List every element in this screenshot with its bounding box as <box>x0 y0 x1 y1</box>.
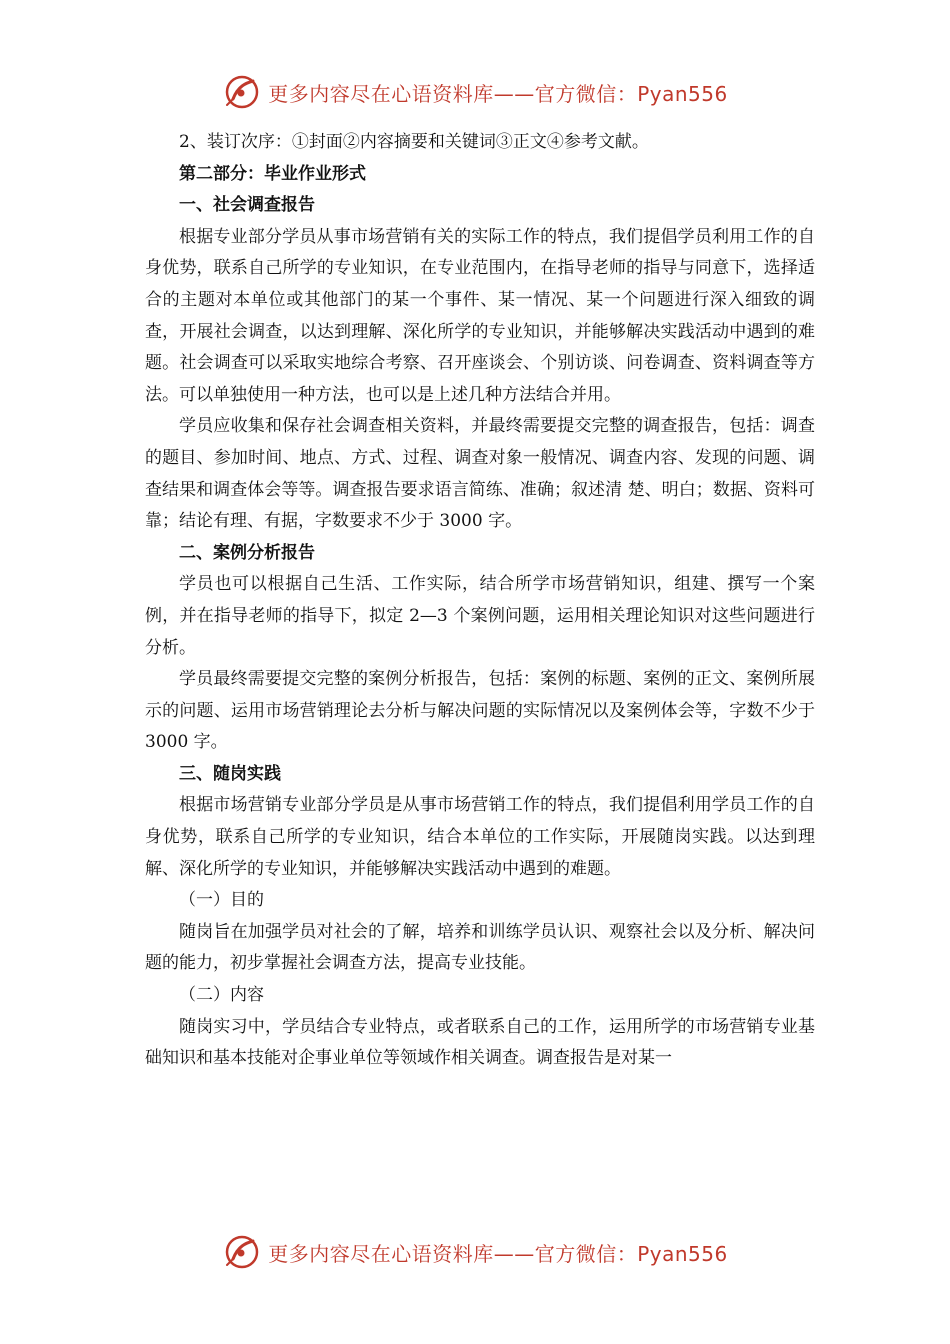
part-two-title: 第二部分：毕业作业形式 <box>179 163 366 184</box>
section2-paragraph-1: 学员也可以根据自己生活、工作实际，结合所学市场营销知识，组建、撰写一个案例，并在指导老师的指导下，拟定 2—3 个案例问题，运用相关理论知识对这些问题进行分析。 <box>145 574 815 658</box>
content-subheading: （二）内容 <box>179 985 264 1006</box>
header-banner-text: 更多内容尽在心语资料库——官方微信：Pyan556 <box>268 81 728 106</box>
seal-logo-icon <box>222 72 262 112</box>
seal-logo-icon <box>222 1232 262 1272</box>
section2-paragraph-2: 学员最终需要提交完整的案例分析报告，包括：案例的标题、案例的正文、案例所展示的问题、运用市场营销理论去分析与解决问题的实际情况以及案例体会等，字数不少于 3000 字。 <box>145 669 815 753</box>
section2-title: 二、案例分析报告 <box>179 542 315 563</box>
header-banner <box>0 70 950 114</box>
footer-banner-text: 更多内容尽在心语资料库——官方微信：Pyan556 <box>268 1241 728 1266</box>
document-body <box>145 127 815 1075</box>
purpose-paragraph: 随岗旨在加强学员对社会的了解，培养和训练学员认识、观察社会以及分析、解决问题的能力，初步掌握社会调查方法，提高专业技能。 <box>145 921 815 974</box>
section1-title: 一、社会调查报告 <box>179 195 315 216</box>
section3-paragraph-1: 根据市场营销专业部分学员是从事市场营销工作的特点，我们提倡利用学员工作的自身优势，联系自己所学的专业知识，结合本单位的工作实际，开展随岗实践。以达到理解、深化所学的专业知识，并能够解决实践活动中遇到的难题。 <box>145 795 815 879</box>
section1-paragraph-1: 根据专业部分学员从事市场营销有关的实际工作的特点，我们提倡学员利用工作的自身优势，联系自己所学的专业知识，在专业范围内，在指导老师的指导与同意下，选择适合的主题对本单位或其他部门的某一个事件、某一情况、某一个问题进行深入细致的调查，开展社会调查，以达到理解、深化所学的专业知识，并能够解决实践活动中遇到的难题。社会调查可以采取实地综合考察、召开座谈会、个别访谈、问卷调查、资料调查等方法。可以单独使用一种方法，也可以是上述几种方法结合并用。 <box>145 226 815 405</box>
section1-paragraph-2: 学员应收集和保存社会调查相关资料，并最终需要提交完整的调查报告，包括：调查的题目、参加时间、地点、方式、过程、调查对象一般情况、调查内容、发现的问题、调查结果和调查体会等等。调查报告要求语言简练、准确；叙述清 楚、明白；数据、资料可靠；结论有理、有据，字数要求不少于 3000 字。 <box>145 416 815 532</box>
binding-order-line: 2、装订次序：①封面②内容摘要和关键词③正文④参考文献。 <box>179 132 649 152</box>
content-paragraph: 随岗实习中，学员结合专业特点，或者联系自己的工作，运用所学的市场营销专业基础知识和基本技能对企事业单位等领域作相关调查。调查报告是对某一 <box>145 1016 815 1069</box>
purpose-subheading: （一）目的 <box>179 890 264 911</box>
footer-banner <box>0 1230 950 1274</box>
section3-title: 三、随岗实践 <box>179 763 281 784</box>
